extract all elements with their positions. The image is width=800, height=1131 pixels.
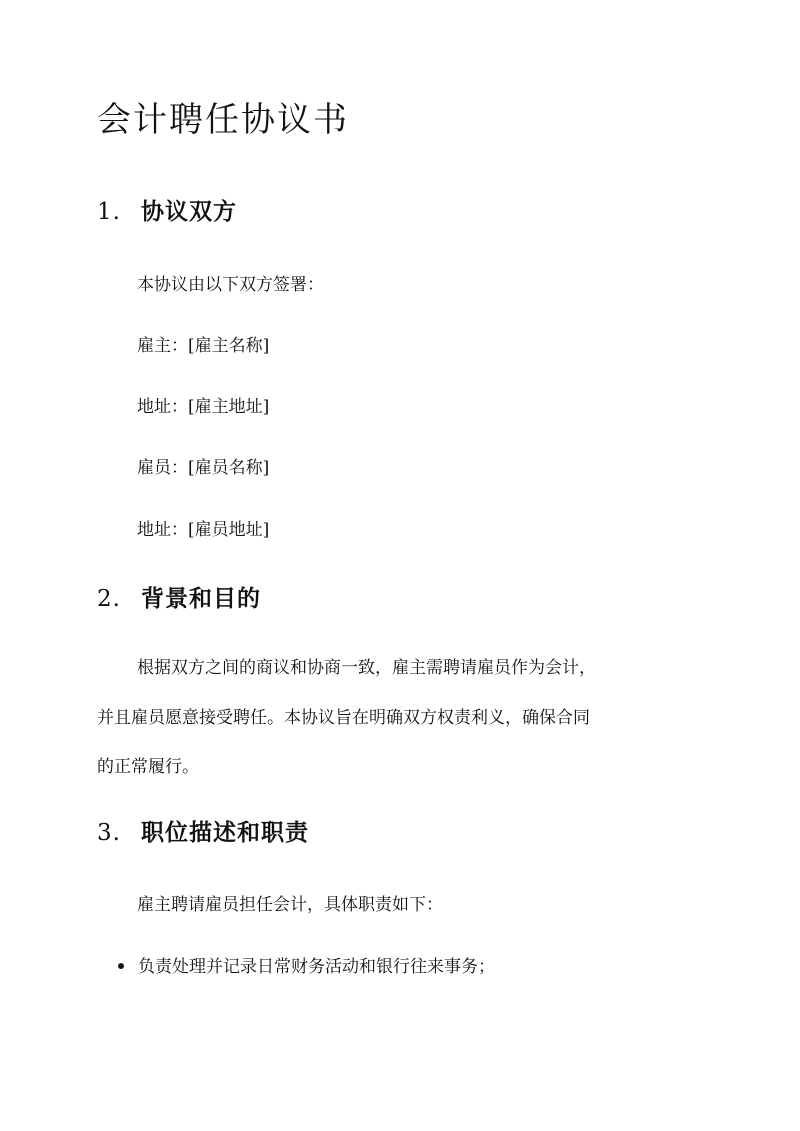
background-paragraph-line: 根据双方之间的商议和协商一致，雇主需聘请雇员作为会计， [137,658,596,678]
parties-intro: 本协议由以下双方签署： [137,275,324,295]
section-number: 3. [97,820,121,846]
duties-intro: 雇主聘请雇员担任会计，具体职责如下： [137,895,443,915]
background-paragraph-line: 的正常履行。 [97,757,199,777]
employee-address-line: 地址：[雇员地址] [137,520,270,540]
section-heading-parties [97,197,237,227]
section-number: 1. [97,199,121,225]
duty-text: 负责处理并记录日常财务活动和银行往来事务； [138,957,495,977]
employee-name-line: 雇员：[雇员名称] [137,458,270,478]
section-heading-background [97,584,261,614]
bullet-icon [118,963,124,969]
section-number: 2. [97,586,121,612]
section-title: 职位描述和职责 [141,819,309,846]
section-heading-duties [97,818,309,848]
employer-name-line: 雇主：[雇主名称] [137,336,270,356]
document-title: 会计聘任协议书 [97,100,349,140]
duty-list-item [118,957,495,977]
employer-address-line: 地址：[雇主地址] [137,397,270,417]
background-paragraph-line: 并且雇员愿意接受聘任。本协议旨在明确双方权责利义，确保合同 [97,708,590,728]
section-title: 背景和目的 [141,585,261,612]
section-title: 协议双方 [141,198,237,225]
